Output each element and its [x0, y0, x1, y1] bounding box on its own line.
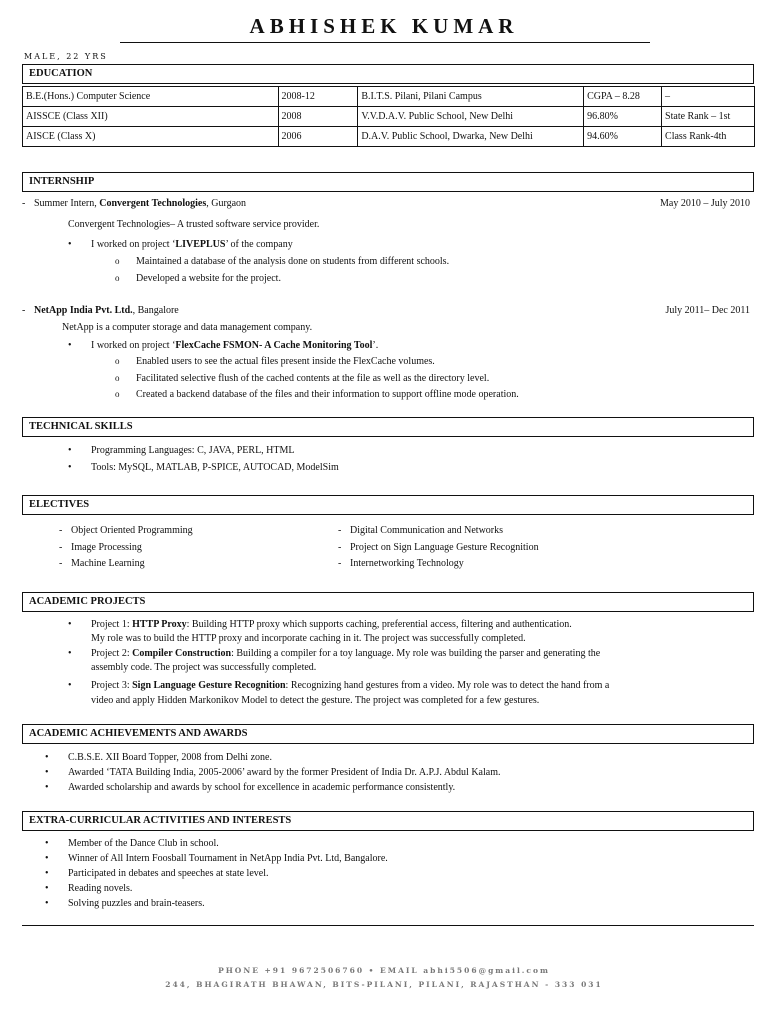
internship-heading: - NetApp India Pvt. Ltd., Bangalore: [34, 304, 179, 317]
company-name: NetApp India Pvt. Ltd.: [34, 305, 133, 316]
list-item: - Machine Learning: [71, 557, 145, 570]
table-row: [23, 127, 755, 147]
list-item: • Reading novels.: [68, 882, 132, 895]
table-row: [23, 107, 755, 127]
table-row: [23, 87, 755, 107]
list-item: • C.B.S.E. XII Board Topper, 2008 from Delhi zone.: [68, 751, 272, 764]
table-cell: CGPA – 8.28: [584, 87, 662, 107]
table-cell: B.I.T.S. Pilani, Pilani Campus: [358, 87, 584, 107]
company-description: NetApp is a computer storage and data management company.: [62, 322, 313, 333]
table-cell: 94.60%: [584, 127, 662, 147]
section-education-title: EDUCATION: [22, 64, 754, 84]
table-cell: D.A.V. Public School, Dwarka, New Delhi: [358, 127, 584, 147]
list-item: - Project on Sign Language Gesture Recognition: [350, 541, 539, 554]
list-item: o Maintained a database of the analysis done on students from different schools.: [136, 255, 449, 268]
list-item: • Winner of All Intern Foosball Tournament in NetApp India Pvt. Ltd, Bangalore.: [68, 852, 388, 865]
project-detail: video and apply Hidden Markonikov Model to detect the gesture. The project was completed for a few gestures.: [91, 695, 540, 706]
list-item: o Enabled users to see the actual files present inside the FlexCache volumes.: [136, 355, 435, 368]
project-item: • Project 1: HTTP Proxy: Building HTTP proxy which supports caching, preferential access, filtering and authentication.: [91, 618, 572, 631]
table-cell: V.V.D.A.V. Public School, New Delhi: [358, 107, 584, 127]
table-cell: AISCE (Class X): [23, 127, 279, 147]
gender-age: MALE, 22 YRS: [24, 52, 108, 61]
company-description: Convergent Technologies– A trusted software service provider.: [68, 219, 320, 230]
name-divider: [120, 42, 650, 43]
list-item: - Image Processing: [71, 541, 142, 554]
list-item: • Programming Languages: C, JAVA, PERL, HTML: [91, 444, 295, 457]
project-item: • Project 3: Sign Language Gesture Recognition: Recognizing hand gestures from a video. My role was to detect the hand from a: [91, 679, 609, 692]
list-item: o Developed a website for the project.: [136, 272, 281, 285]
table-cell: 2008: [278, 107, 358, 127]
list-item: - Digital Communication and Networks: [350, 524, 503, 537]
project-item: • Project 2: Compiler Construction: Building a compiler for a toy language. My role was building the parser and generating the: [91, 647, 600, 660]
project-line: • I worked on project ‘FlexCache FSMON- A Cache Monitoring Tool’.: [91, 339, 378, 352]
table-cell: B.E.(Hons.) Computer Science: [23, 87, 279, 107]
internship-dates: July 2011– Dec 2011: [665, 305, 750, 316]
list-item: o Created a backend database of the files and their information to support offline mode operation.: [136, 388, 519, 401]
internship-dates: May 2010 – July 2010: [660, 198, 750, 209]
table-cell: Class Rank-4th: [662, 127, 755, 147]
list-item: • Solving puzzles and brain-teasers.: [68, 897, 205, 910]
table-cell: State Rank – 1st: [662, 107, 755, 127]
list-item: • Awarded ‘TATA Building India, 2005-2006’ award by the former President of India Dr. A.P.J. Abdul Kalam.: [68, 766, 501, 779]
list-item: • Tools: MySQL, MATLAB, P-SPICE, AUTOCAD, ModelSim: [91, 461, 339, 474]
section-skills-title: TECHNICAL SKILLS: [22, 417, 754, 437]
section-extracurricular-title: EXTRA-CURRICULAR ACTIVITIES AND INTERESTS: [22, 811, 754, 831]
contact-line: PHONE +91 9672506760 • EMAIL abhi5506@gmail.com: [218, 966, 550, 975]
education-table: [22, 86, 755, 147]
table-cell: 2006: [278, 127, 358, 147]
section-achievements-title: ACADEMIC ACHIEVEMENTS AND AWARDS: [22, 724, 754, 744]
section-internship-title: INTERNSHIP: [22, 172, 754, 192]
table-cell: AISSCE (Class XII): [23, 107, 279, 127]
list-item: • Member of the Dance Club in school.: [68, 837, 219, 850]
section-projects-title: ACADEMIC PROJECTS: [22, 592, 754, 612]
project-detail: assembly code. The project was successfully completed.: [91, 662, 317, 673]
section-electives-title: ELECTIVES: [22, 495, 754, 515]
list-item: o Facilitated selective flush of the cached contents at the file as well as the directory level.: [136, 372, 489, 385]
project-line: • I worked on project ‘LIVEPLUS’ of the company: [91, 238, 293, 251]
list-item: - Object Oriented Programming: [71, 524, 193, 537]
list-item: • Participated in debates and speeches at state level.: [68, 867, 268, 880]
company-name: Convergent Technologies: [99, 198, 207, 209]
table-cell: 96.80%: [584, 107, 662, 127]
list-item: • Awarded scholarship and awards by school for excellence in academic performance consistently.: [68, 781, 455, 794]
project-detail: My role was to build the HTTP proxy and incorporate caching in it. The project was successfully completed.: [91, 633, 526, 644]
list-item: - Internetworking Technology: [350, 557, 464, 570]
address-line: 244, BHAGIRATH BHAWAN, BITS-PILANI, PILANI, RAJASTHAN - 333 031: [165, 980, 603, 989]
table-cell: 2008-12: [278, 87, 358, 107]
table-cell: –: [662, 87, 755, 107]
internship-heading: - Summer Intern, Convergent Technologies, Gurgaon: [34, 197, 246, 210]
footer-divider: [22, 925, 754, 926]
candidate-name: ABHISHEK KUMAR: [249, 14, 519, 38]
